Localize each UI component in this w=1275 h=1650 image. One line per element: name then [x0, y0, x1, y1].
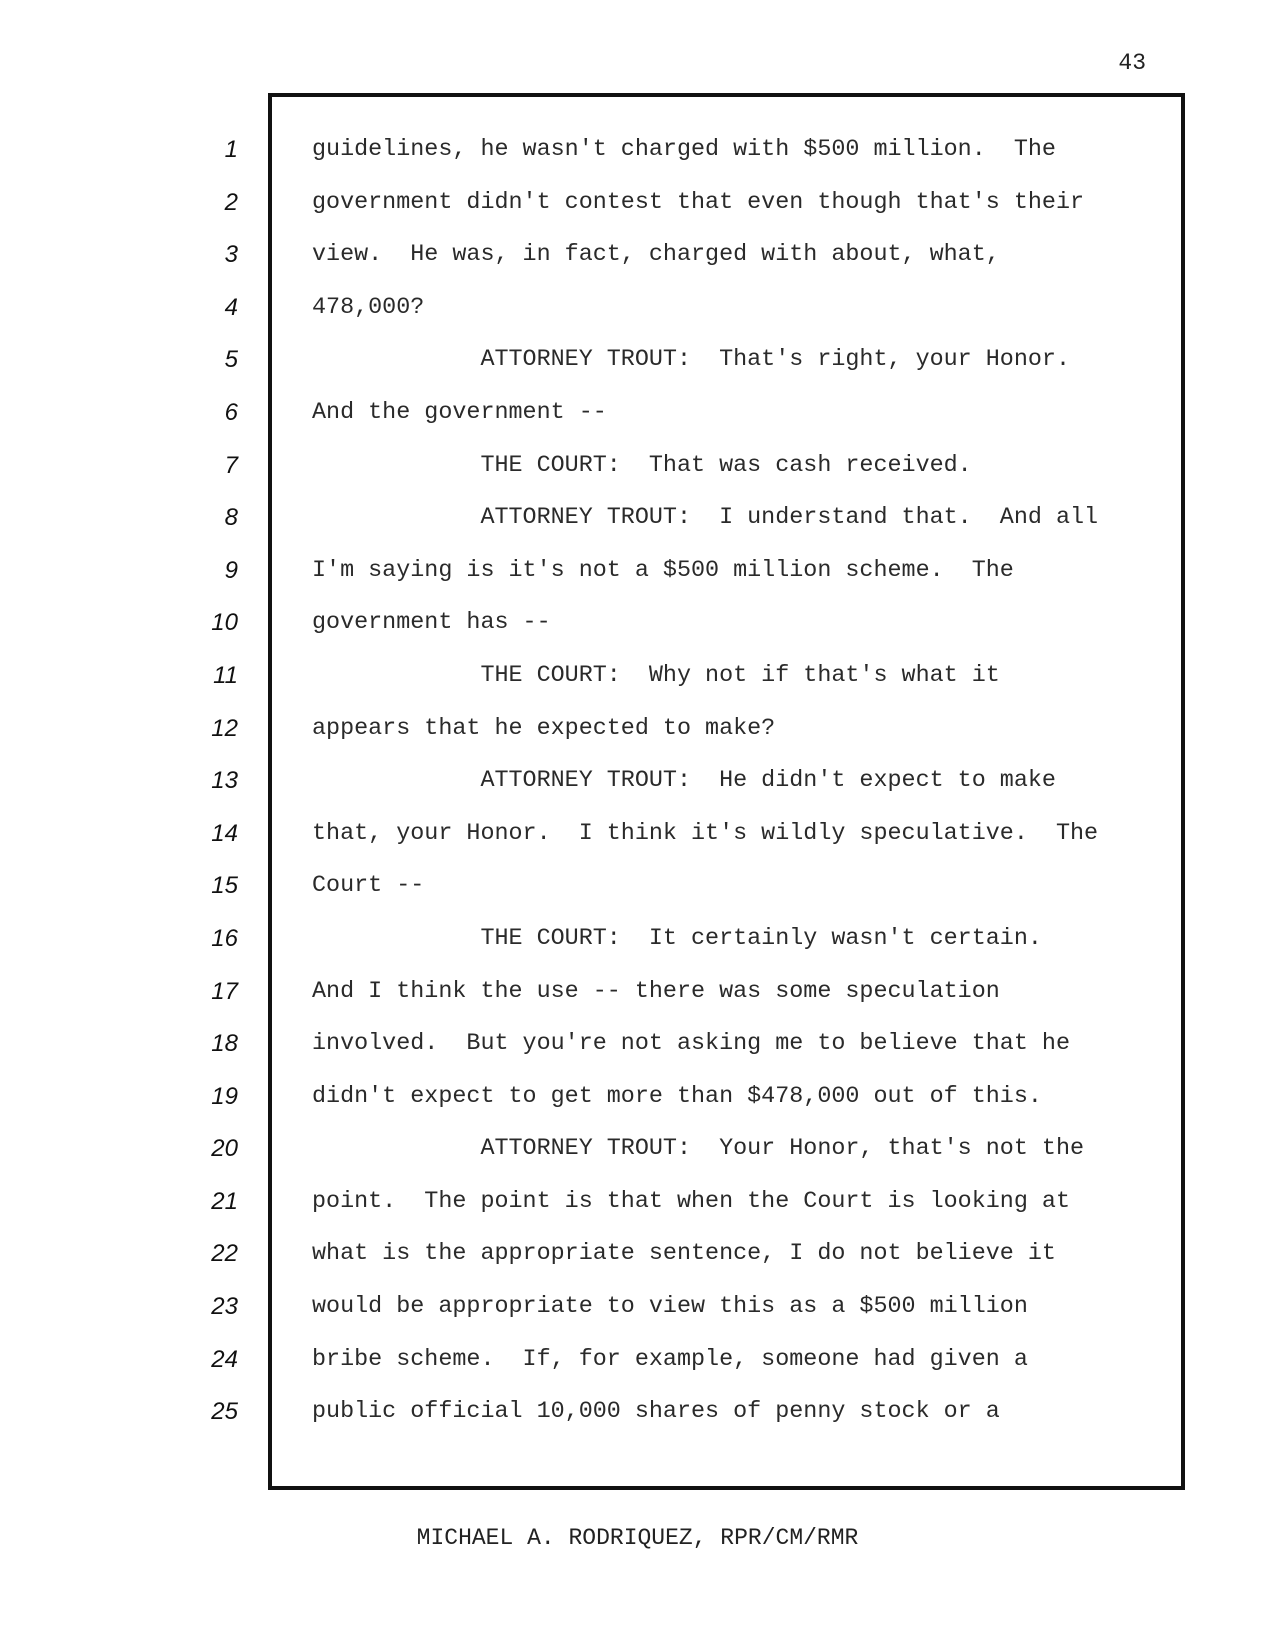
- page-number: 43: [1118, 50, 1146, 76]
- transcript-line: And I think the use -- there was some speculation: [312, 978, 1000, 1005]
- line-number: 18: [211, 1030, 238, 1058]
- transcript-line: would be appropriate to view this as a $500 million: [312, 1294, 1028, 1321]
- line-number: 21: [211, 1187, 238, 1215]
- transcript-line: involved. But you're not asking me to believe that he: [312, 1031, 1070, 1058]
- line-number: 11: [213, 661, 238, 689]
- transcript-line: ATTORNEY TROUT: Your Honor, that's not the: [312, 1136, 1085, 1163]
- line-number: 6: [224, 398, 238, 426]
- line-number-column: [160, 124, 238, 1439]
- transcript-line: guidelines, he wasn't charged with $500 million. The: [312, 137, 1056, 163]
- line-number: 20: [211, 1135, 238, 1163]
- transcript-line: THE COURT: That was cash received.: [312, 452, 972, 479]
- line-number: 14: [211, 819, 238, 847]
- line-number: 19: [211, 1082, 238, 1110]
- transcript-line: Court --: [312, 873, 425, 900]
- transcript-line: didn't expect to get more than $478,000 out of this.: [312, 1083, 1042, 1110]
- line-number: 3: [224, 241, 238, 269]
- transcript-line: ATTORNEY TROUT: He didn't expect to make: [312, 768, 1056, 795]
- transcript-line: And the government --: [312, 399, 607, 426]
- line-number: 7: [224, 451, 238, 479]
- line-number: 1: [224, 136, 238, 163]
- transcript-line: appears that he expected to make?: [312, 715, 776, 742]
- line-number: 12: [211, 714, 238, 742]
- transcript-line: THE COURT: Why not if that's what it: [312, 662, 1000, 689]
- transcript-body: [312, 124, 1192, 1439]
- transcript-line: that, your Honor. I think it's wildly speculative. The: [312, 820, 1099, 847]
- transcript-line: what is the appropriate sentence, I do not believe it: [312, 1241, 1056, 1268]
- line-number: 22: [211, 1240, 238, 1268]
- line-number: 15: [211, 872, 238, 900]
- transcript-line: government has --: [312, 610, 551, 637]
- transcript-line: point. The point is that when the Court is looking at: [312, 1188, 1070, 1215]
- line-number: 17: [211, 977, 238, 1005]
- transcript-line: ATTORNEY TROUT: That's right, your Honor.: [312, 347, 1070, 374]
- line-number: 8: [224, 504, 238, 532]
- transcript-line: 478,000?: [312, 294, 425, 321]
- line-number: 4: [224, 293, 238, 321]
- line-number: 9: [224, 556, 238, 584]
- reporter-footer: MICHAEL A. RODRIQUEZ, RPR/CM/RMR: [416, 1525, 859, 1551]
- transcript-line: THE COURT: It certainly wasn't certain.: [312, 925, 1042, 952]
- transcript-line: government didn't contest that even though that's their: [312, 189, 1085, 216]
- transcript-line: public official 10,000 shares of penny stock or a: [312, 1399, 1000, 1426]
- line-number: 23: [211, 1293, 238, 1321]
- line-number: 5: [224, 346, 238, 374]
- line-number: 2: [224, 188, 238, 216]
- line-number: 16: [211, 924, 238, 952]
- transcript-line: ATTORNEY TROUT: I understand that. And all: [312, 505, 1099, 532]
- transcript-line: I'm saying is it's not a $500 million scheme. The: [312, 557, 1014, 584]
- line-number: 24: [211, 1345, 238, 1373]
- line-number: 10: [211, 609, 238, 637]
- transcript-line: bribe scheme. If, for example, someone had given a: [312, 1346, 1028, 1373]
- transcript-line: view. He was, in fact, charged with about, what,: [312, 242, 1000, 269]
- line-number: 13: [211, 767, 238, 795]
- line-number: 25: [211, 1398, 238, 1426]
